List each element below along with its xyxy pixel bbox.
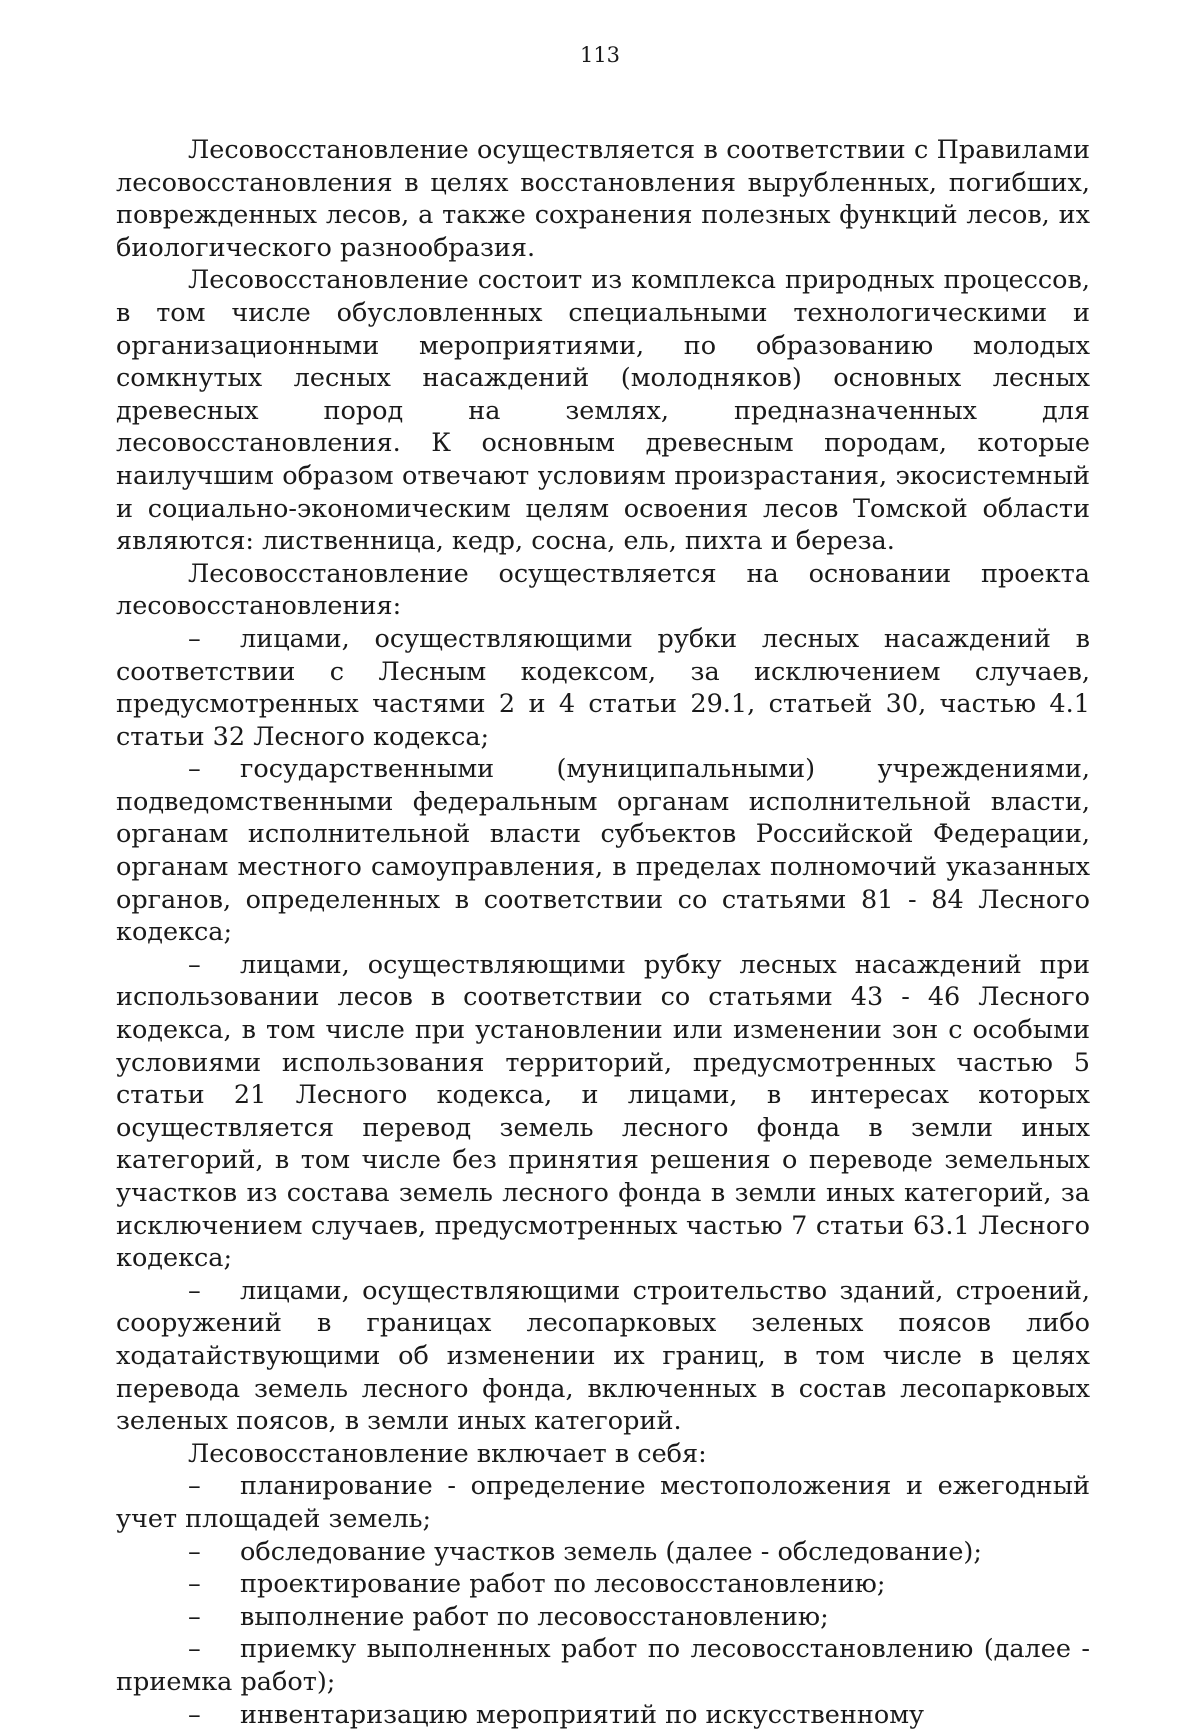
- dash-marker: –: [188, 1470, 240, 1503]
- paragraph: Лесовосстановление осуществляется в соответствии с Правилами лесовосстановления в целях восстановления вырубленных, погибших, поврежденных лесов, а также сохранения полезных функций лесов, их биологического разнообразия.: [116, 134, 1090, 264]
- dash-marker: –: [188, 623, 240, 656]
- list-item-text: государственными (муниципальными) учреждениями, подведомственными федеральным органам исполнительной власти, органам исполнительной власти субъектов Российской Федерации, органам местного самоуправления, в пределах полномочий указанных органов, определенных в соответствии со статьями 81 - 84 Лесного кодекса;: [116, 754, 1090, 947]
- list-item: [116, 623, 1090, 753]
- list-item: [116, 1536, 1090, 1569]
- dash-marker: –: [188, 1568, 240, 1601]
- document-body: [116, 134, 1090, 1731]
- list-item-text: выполнение работ по лесовосстановлению;: [240, 1602, 829, 1632]
- list-item: [116, 1275, 1090, 1438]
- paragraph: Лесовосстановление состоит из комплекса природных процессов, в том числе обусловленных специальными технологическими и организационными мероприятиями, по образованию молодых сомкнутых лесных насаждений (молодняков) основных лесных древесных пород на землях, предназначенных для лесовосстановления. К основным древесным породам, которые наилучшим образом отвечают условиям произрастания, экосистемный и социально-экономическим целям освоения лесов Томской области являются: лиственница, кедр, сосна, ель, пихта и береза.: [116, 264, 1090, 557]
- dash-marker: –: [188, 1536, 240, 1569]
- dash-marker: –: [188, 753, 240, 786]
- list-item: [116, 949, 1090, 1275]
- page-number: 113: [0, 40, 1200, 70]
- dash-marker: –: [188, 1601, 240, 1634]
- paragraph: Лесовосстановление включает в себя:: [116, 1438, 1090, 1471]
- list-item-text: лицами, осуществляющими рубки лесных насаждений в соответствии с Лесным кодексом, за исключением случаев, предусмотренных частями 2 и 4 статьи 29.1, статьей 30, частью 4.1 статьи 32 Лесного кодекса;: [116, 624, 1090, 752]
- list-item-text: планирование - определение местоположения и ежегодный учет площадей земель;: [116, 1471, 1090, 1534]
- list-item-text: лицами, осуществляющими рубку лесных насаждений при использовании лесов в соответствии со статьями 43 - 46 Лесного кодекса, в том числе при установлении или изменении зон с особыми условиями использования территорий, предусмотренных частью 5 статьи 21 Лесного кодекса, и лицами, в интересах которых осуществляется перевод земель лесного фонда в земли иных категорий, в том числе без принятия решения о переводе земельных участков из состава земель лесного фонда в земли иных категорий, за исключением случаев, предусмотренных частью 7 статьи 63.1 Лесного кодекса;: [116, 950, 1090, 1273]
- list-item-text: обследование участков земель (далее - обследование);: [240, 1537, 982, 1567]
- list-item: [116, 1633, 1090, 1698]
- dash-marker: –: [188, 1699, 240, 1731]
- list-item: [116, 1601, 1090, 1634]
- list-item: [116, 1699, 1090, 1731]
- paragraph: Лесовосстановление осуществляется на основании проекта лесовосстановления:: [116, 558, 1090, 623]
- list-item: [116, 1568, 1090, 1601]
- list-item-text: приемку выполненных работ по лесовосстановлению (далее - приемка работ);: [116, 1634, 1090, 1697]
- list-item: [116, 1470, 1090, 1535]
- list-item: [116, 753, 1090, 949]
- dash-marker: –: [188, 1633, 240, 1666]
- list-item-text: лицами, осуществляющими строительство зданий, строений, сооружений в границах лесопарковых зеленых поясов либо ходатайствующими об изменении их границ, в том числе в целях перевода земель лесного фонда, включенных в состав лесопарковых зеленых поясов, в земли иных категорий.: [116, 1276, 1090, 1436]
- dash-marker: –: [188, 1275, 240, 1308]
- dash-marker: –: [188, 949, 240, 982]
- list-item-text: проектирование работ по лесовосстановлению;: [240, 1569, 885, 1599]
- list-item-text: инвентаризацию мероприятий по искусственному: [240, 1700, 924, 1730]
